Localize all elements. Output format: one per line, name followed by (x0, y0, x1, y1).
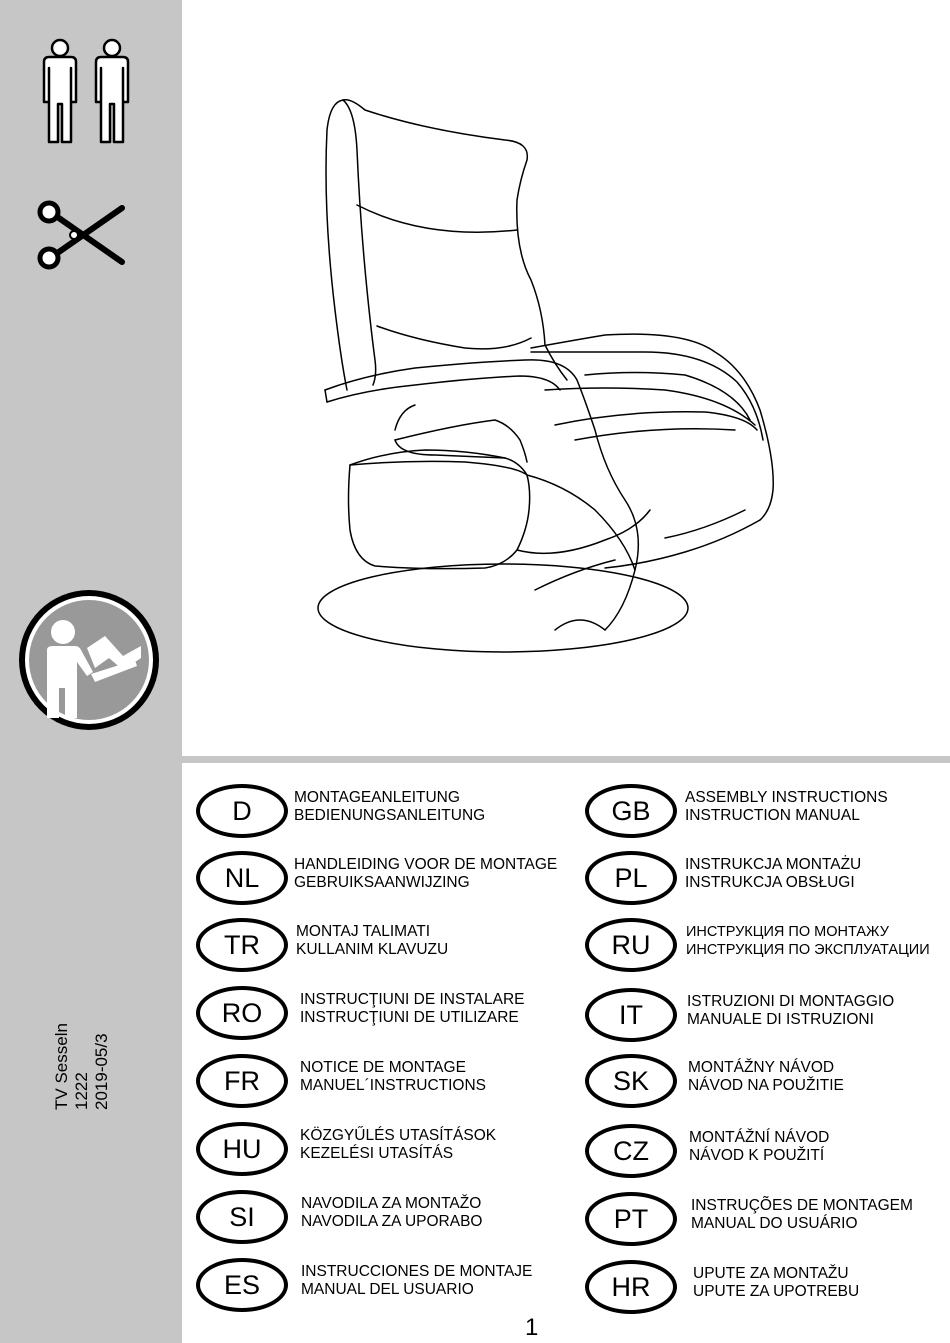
language-code-badge: PT (585, 1192, 677, 1246)
language-code-badge: HR (585, 1260, 677, 1314)
language-code-badge: HU (196, 1122, 288, 1176)
language-label: INSTRUÇÕES DE MONTAGEM MANUAL DO USUÁRIO (691, 1197, 913, 1232)
language-label: INSTRUKCJA MONTAŻU INSTRUKCJA OBSŁUGI (685, 856, 862, 891)
language-code-badge: RO (196, 986, 288, 1040)
language-code-badge: TR (196, 918, 288, 972)
language-code-badge: NL (196, 851, 288, 905)
language-code-badge: ES (196, 1258, 288, 1312)
language-code-badge: GB (585, 784, 677, 838)
language-label: NAVODILA ZA MONTAŽO NAVODILA ZA UPORABO (301, 1195, 483, 1230)
language-label: HANDLEIDING VOOR DE MONTAGE GEBRUIKSAANWIJZING (294, 856, 558, 891)
language-code-badge: SI (196, 1190, 288, 1244)
language-label: MONTAGEANLEITUNG BEDIENUNGSANLEITUNG (294, 789, 486, 824)
language-code-badge: SK (585, 1054, 677, 1108)
document-info (52, 1000, 132, 1110)
horizontal-divider (0, 756, 950, 763)
language-code-badge: CZ (585, 1124, 677, 1178)
language-code-badge: IT (585, 988, 677, 1042)
two-persons-icon (36, 38, 138, 146)
language-label: ASSEMBLY INSTRUCTIONS INSTRUCTION MANUAL (685, 789, 888, 824)
language-label: INSTRUCŢIUNI DE INSTALARE INSTRUCŢIUNI DE UTILIZARE (300, 991, 525, 1026)
product-name: TV Sesseln (52, 1023, 71, 1110)
page-number: 1 (525, 1314, 539, 1341)
scissors-icon (36, 200, 126, 270)
language-label: ISTRUZIONI DI MONTAGGIO MANUALE DI ISTRUZIONI (687, 993, 895, 1028)
language-label: MONTAJ TALIMATI KULLANIM KLAVUZU (296, 923, 449, 958)
language-code-badge: RU (585, 918, 677, 972)
language-label: MONTÁŽNÍ NÁVOD NÁVOD K POUŽITÍ (689, 1129, 830, 1164)
language-code-badge: D (196, 784, 288, 838)
tv-chair-illustration (305, 90, 795, 660)
language-label: ИНСТРУКЦИЯ ПО МОНТАЖУ ИНСТРУКЦИЯ ПО ЭКСПЛУАТАЦИИ (686, 924, 930, 958)
language-label: NOTICE DE MONTAGE MANUEL´INSTRUCTIONS (300, 1059, 487, 1094)
language-code-badge: PL (585, 851, 677, 905)
language-code-badge: FR (196, 1054, 288, 1108)
document-version: 2019-05/3 (92, 1033, 111, 1110)
language-label: UPUTE ZA MONTAŽU UPUTE ZA UPOTREBU (693, 1265, 860, 1300)
language-label: KÖZGYŰLÉS UTASÍTÁSOK KEZELÉSI UTASÍTÁS (300, 1127, 497, 1162)
read-manual-icon (17, 588, 161, 732)
language-label: MONTÁŽNY NÁVOD NÁVOD NA POUŽITIE (688, 1059, 844, 1094)
language-label: INSTRUCCIONES DE MONTAJE MANUAL DEL USUARIO (301, 1263, 533, 1298)
article-number: 1222 (72, 1072, 91, 1110)
